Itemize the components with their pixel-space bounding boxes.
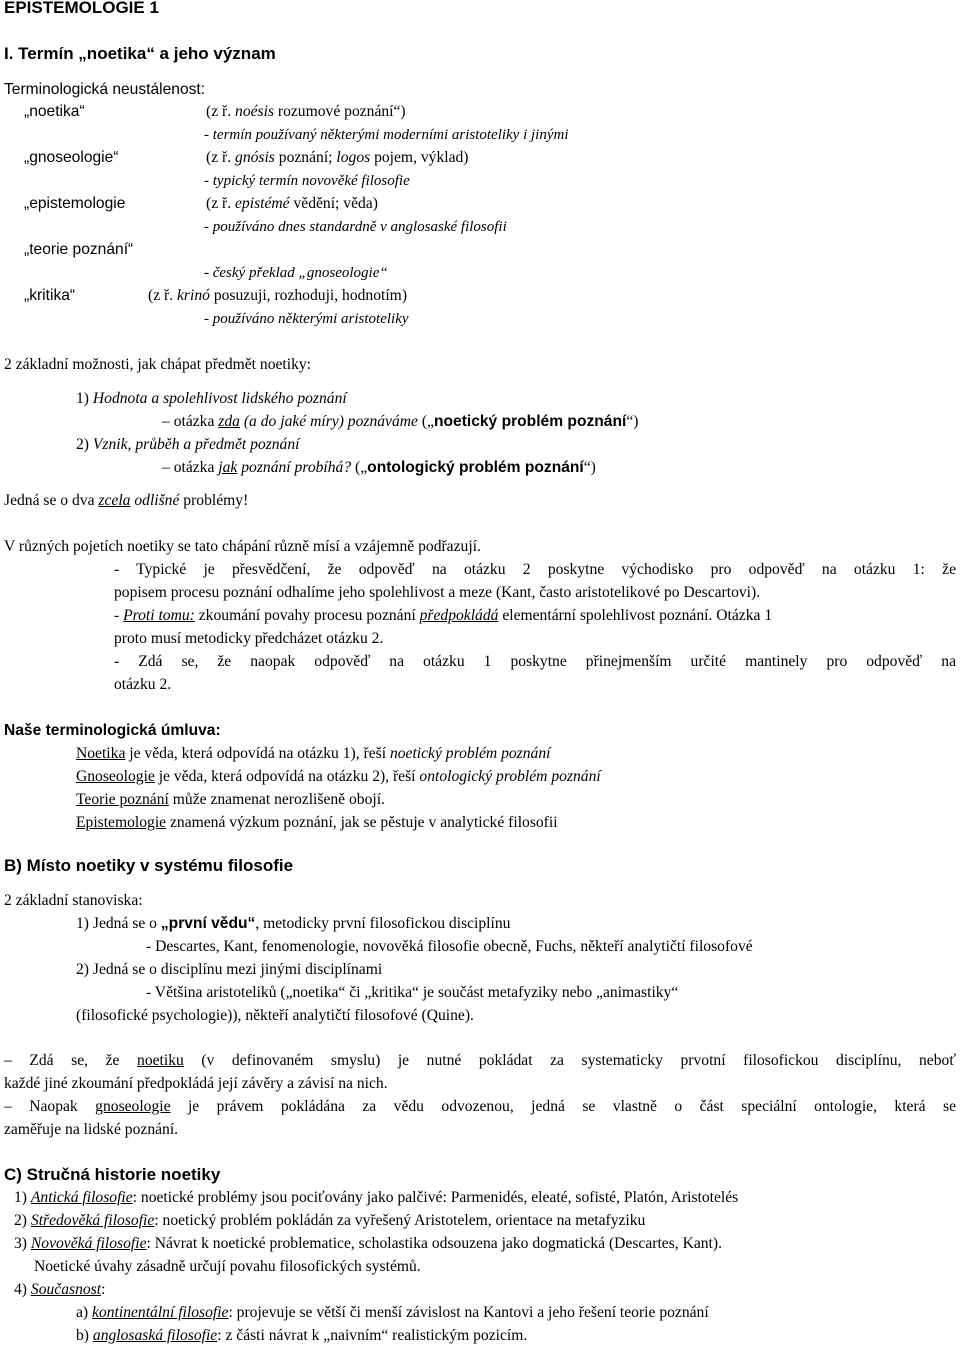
term-gnoseologie-origin: (z ř. gnósis poznání; logos pojem, výklad) [206,149,469,166]
section-1-title: I. Termín „noetika“ a jeho význam [4,44,276,63]
mixing-point-2-cont: proto musí metodicky předcházet otázku 2. [114,630,384,647]
history-item-4b: b) anglosaská filosofie: z části návrat k „naivním“ realistickým pozicím. [76,1327,528,1344]
history-item-3-cont: Noetické úvahy zásadně určují povahu filosofických systémů. [34,1258,421,1275]
mixing-point-1: - Typické je přesvědčení, že odpověď na otázku 2 poskytne východisko pro odpověď na otázku 1: že [114,561,956,578]
mixing-point-2: - Proti tomu: zkoumání povahy procesu poznání předpokládá elementární spolehlivost poznání. Otázka 1 [114,607,773,624]
term-kritika-note: - používáno některými aristoteliky [204,311,409,327]
history-item-3: 3) Novověká filosofie: Návrat k noetické problematice, scholastika odsouzena jako dogmatická (Descartes, Kant). [14,1235,722,1252]
term-epistemologie: „epistemologie [24,195,126,212]
history-item-2: 2) Středověká filosofie: noetický problém pokládán za vyřešený Aristotelem, orientace na metafyziku [14,1212,646,1229]
term-noetika-origin: (z ř. noésis rozumové poznání“) [206,103,406,120]
option-1-question: – otázka zda (a do jaké míry) poznáváme („noetický problém poznání“) [162,413,639,430]
option-2-question: – otázka jak poznání probíhá? („ontologický problém poznání“) [162,459,596,476]
term-noetika-note: - termín používaný některými moderními aristoteliky i jinými [204,127,569,143]
section-c-title: C) Stručná historie noetiky [4,1165,221,1184]
section-b-paragraph-2-cont: zaměřuje na lidské poznání. [4,1121,179,1138]
convention-title: Naše terminologická úmluva: [4,722,221,739]
position-2: 2) Jedná se o disciplínu mezi jinými disciplínami [76,961,383,978]
history-item-1: 1) Antická filosofie: noetické problémy jsou pociťovány jako palčivé: Parmenidés, eleaté, sofisté, Platón, Aristotelés [14,1189,739,1206]
term-teorie-poznani: „teorie poznání“ [24,241,134,258]
section-b-intro: 2 základní stanoviska: [4,892,143,909]
position-2-note: - Většina aristoteliků („noetika“ či „kritika“ je součást metafyziky nebo „animastiky“ [146,984,679,1001]
convention-epistemologie: Epistemologie znamená výzkum poznání, jak se pěstuje v analytické filosofii [76,814,558,831]
term-gnoseologie-note: - typický termín novověké filosofie [204,173,410,189]
term-noetika: „noetika“ [24,103,85,120]
mixing-point-3-cont: otázku 2. [114,676,172,693]
section-b-paragraph-1-cont: každé jiné zkoumání předpokládá její závěry a závisí na nich. [4,1075,388,1092]
option-1: 1) Hodnota a spolehlivost lidského poznání [76,390,347,407]
options-intro: 2 základní možnosti, jak chápat předmět noetiky: [4,356,312,373]
section-b-paragraph-1: – Zdá se, že noetiku (v definovaném smyslu) je nutné pokládat za systematicky prvotní filosofickou disciplínu, neboť [4,1052,956,1069]
mixing-point-1-cont: popisem procesu poznání odhalíme jeho spolehlivost a meze (Kant, často aristotelikové po Descartovi). [114,584,761,601]
term-kritika-origin: (z ř. krinó posuzuji, rozhoduji, hodnotím) [148,287,408,304]
convention-teorie-poznani: Teorie poznání může znamenat nerozlišeně obojí. [76,791,385,808]
convention-gnoseologie: Gnoseologie je věda, která odpovídá na otázku 2), řeší ontologický problém poznání [76,768,601,785]
term-kritika: „kritika“ [24,287,76,304]
position-1-note: - Descartes, Kant, fenomenologie, novověká filosofie obecně, Fuchs, někteří analytičtí filosofové [146,938,753,955]
section-b-paragraph-2: – Naopak gnoseologie je právem pokládána za vědu odvozenou, jedná se vlastně o část speciální ontologie, která se [4,1098,957,1115]
term-epistemologie-origin: (z ř. epistémé vědění; věda) [206,195,378,212]
section-b-title: B) Místo noetiky v systému filosofie [4,856,294,875]
option-2: 2) Vznik, průběh a předmět poznání [76,436,300,453]
position-1: 1) Jedná se o „první vědu“, metodicky první filosofickou disciplínu [76,915,511,932]
term-epistemologie-note: - používáno dnes standardně v anglosaské filosofii [204,219,507,235]
history-item-4: 4) Současnost: [14,1281,106,1298]
document-title: EPISTEMOLOGIE 1 [4,0,159,17]
mixing-point-3: - Zdá se, že naopak odpověď na otázku 1 poskytne přinejmenším určité mantinely pro odpověď na [114,653,956,670]
history-item-4a: a) kontinentální filosofie: projevuje se větší či menší závislost na Kantovi a jeho řešení teorie poznání [76,1304,709,1321]
convention-noetika: Noetika je věda, která odpovídá na otázku 1), řeší noetický problém poznání [76,745,551,762]
term-gnoseologie: „gnoseologie“ [24,149,119,166]
options-conclusion: Jedná se o dva zcela odlišné problémy! [4,492,249,509]
position-2-note-cont: (filosofické psychologie)), někteří analytičtí filosofové (Quine). [76,1007,474,1024]
section-1-subtitle: Terminologická neustálenost: [4,81,206,98]
mixing-intro: V různých pojetích noetiky se tato chápání různě mísí a vzájemně podřazují. [4,538,481,555]
term-teorie-poznani-note: - český překlad „gnoseologie“ [204,265,388,281]
